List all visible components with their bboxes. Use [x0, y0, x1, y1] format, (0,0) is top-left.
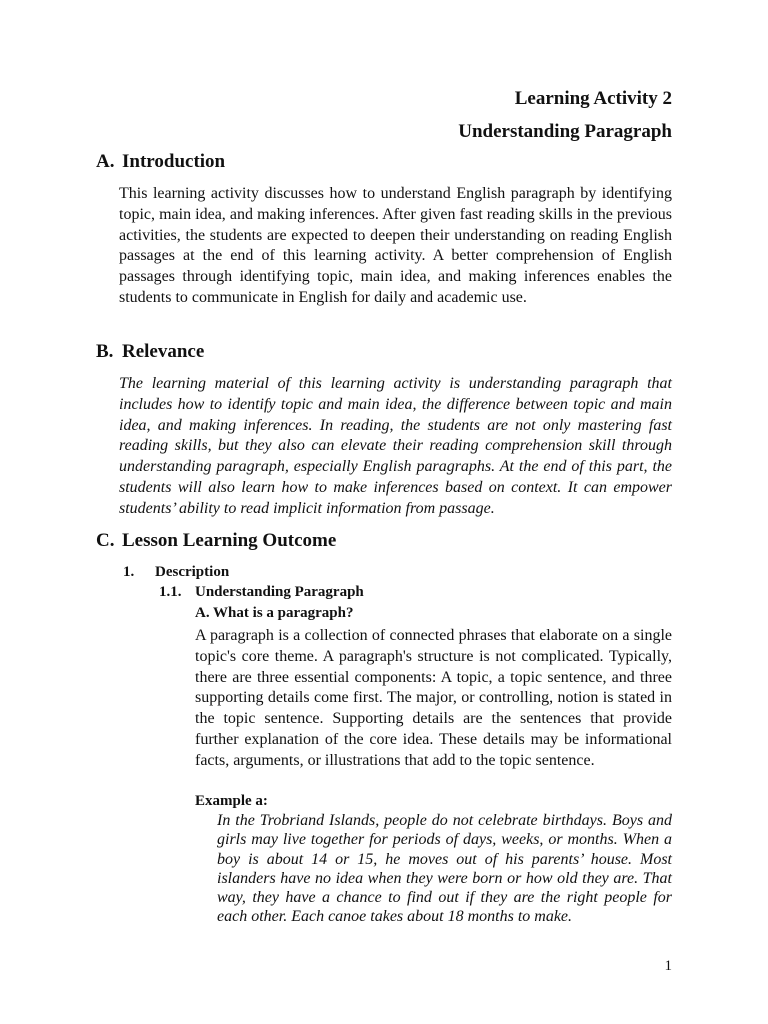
- paragraph-definition: A paragraph is a collection of connected phrases that elaborate on a single topic's core theme. A paragraph's structure is not complicated. Typically, there are three essential components: A topic, a topic sentence, and three supporting details come first. The major, or controlling, notion is stated in the topic sentence. Supporting details are the sentences that provide further explanation of the core idea. These details may be informational facts, arguments, or illustrations that add to the topic sentence.: [195, 627, 672, 769]
- description-number: 1.: [123, 564, 135, 580]
- heading-introduction: [96, 151, 225, 173]
- heading-text: Relevance: [122, 341, 205, 362]
- description-heading: [123, 564, 229, 581]
- introduction-paragraph: This learning activity discusses how to understand English paragraph by identifying topic, main idea, and making inferences. After given fast reading skills in the previous activities, the students are expected to deepen their understanding on reading English passages at the end of this learning activity. A better comprehension of English passages through identifying topic, main idea, and making inferences enables the students to communicate in English for daily and academic use.: [119, 185, 672, 306]
- page-number: 1: [664, 958, 672, 974]
- document-subtitle: Understanding Paragraph: [458, 121, 672, 142]
- example-paragraph: In the Trobriand Islands, people do not celebrate birthdays. Boys and girls may live together for periods of days, weeks, or months. When a boy is about 14 or 15, he moves out of his parents’ house. Most islanders have no idea when they were born or how old they are. That way, they have a chance to find out if they are the right people for each other. Each canoe takes about 18 months to make.: [217, 812, 672, 926]
- subsection-heading: [159, 584, 364, 601]
- relevance-paragraph: The learning material of this learning activity is understanding paragraph that includes how to identify topic and main idea, the difference between topic and main idea, and making inferences. In reading, the students are not only mastering fast reading skills, but they also can elevate their reading comprehension skill through understanding paragraph, especially English paragraphs. At the end of this part, the students will also learn how to make inferences based on context. It can empower students’ ability to read implicit information from passage.: [119, 375, 672, 517]
- example-label: Example a:: [195, 793, 268, 809]
- heading-text: Introduction: [122, 151, 226, 172]
- description-label: Description: [155, 564, 230, 580]
- heading-letter: C.: [96, 530, 115, 551]
- heading-relevance: [96, 341, 204, 363]
- heading-letter: A.: [96, 151, 115, 172]
- subsection-number: 1.1.: [159, 584, 182, 600]
- paragraph-question: A. What is a paragraph?: [195, 605, 354, 621]
- document-title: Learning Activity 2: [514, 88, 672, 109]
- heading-text: Lesson Learning Outcome: [122, 530, 337, 551]
- heading-letter: B.: [96, 341, 114, 362]
- heading-lesson-outcome: [96, 530, 336, 552]
- subsection-label: Understanding Paragraph: [195, 584, 364, 600]
